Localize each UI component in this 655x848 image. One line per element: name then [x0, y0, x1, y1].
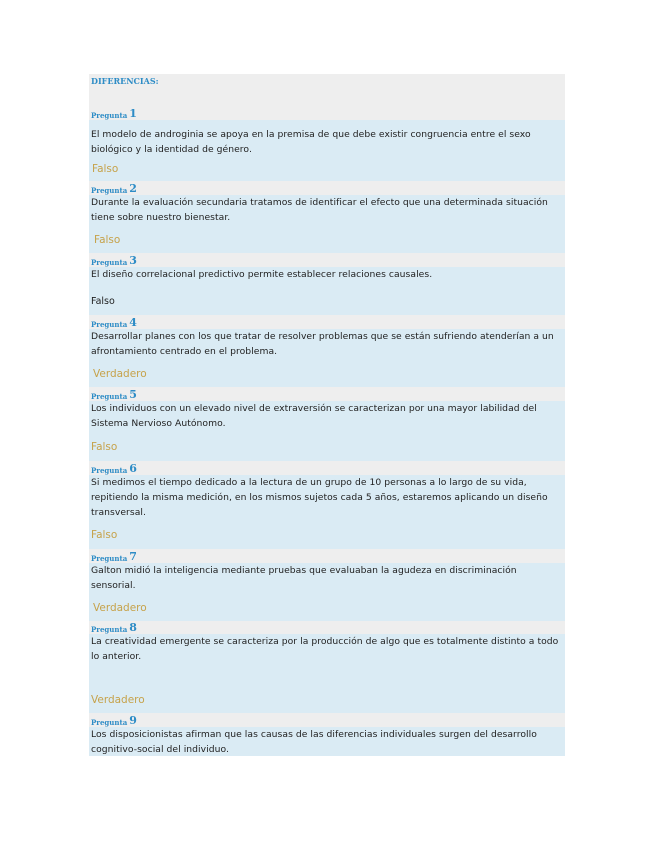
answer-text: Falso [89, 227, 565, 253]
question-text: Durante la evaluación secundaria tratamos de identificar el efecto que una determinada situación tiene sobre nuestro bienestar. [89, 195, 565, 227]
question-label: Pregunta [91, 466, 128, 475]
question-number: 8 [129, 621, 137, 634]
question-label: Pregunta [91, 320, 128, 329]
question-label: Pregunta [91, 718, 128, 727]
question-text: Galton midió la inteligencia mediante pruebas que evaluaban la agudeza en discriminación sensorial. [89, 563, 565, 594]
question-label: Pregunta [91, 111, 128, 120]
question-label: Pregunta [91, 186, 128, 195]
question-header [89, 713, 565, 727]
question-header [89, 253, 565, 267]
question-number: 9 [129, 714, 137, 727]
question-header [89, 100, 565, 120]
question-number: 2 [129, 182, 137, 195]
question-number: 7 [129, 550, 137, 563]
answer-text: Falso [89, 287, 565, 315]
question-header [89, 181, 565, 195]
question-number: 1 [129, 107, 137, 120]
question-header [89, 461, 565, 475]
question-number: 5 [129, 388, 137, 401]
answer-text: Falso [89, 157, 565, 181]
answer-text: Falso [89, 433, 565, 461]
question-text: Si medimos el tiempo dedicado a la lectura de un grupo de 10 personas a lo largo de su vida, repitiendo la misma medición, en los mismos sujetos cada 5 años, estaremos aplicando un diseño transversal. [89, 475, 565, 521]
question-number: 4 [129, 316, 137, 329]
question-text: Desarrollar planes con los que tratar de resolver problemas que se están sufriendo atenderían a un afrontamiento centrado en el problema. [89, 329, 565, 361]
question-label: Pregunta [91, 625, 128, 634]
question-header [89, 387, 565, 401]
question-number: 3 [129, 254, 137, 267]
question-label: Pregunta [91, 392, 128, 401]
answer-text: Verdadero [89, 594, 565, 621]
question-number: 6 [129, 462, 137, 475]
question-label: Pregunta [91, 258, 128, 267]
document-title: DIFERENCIAS: [89, 74, 565, 94]
question-text: El modelo de androginia se apoya en la premisa de que debe existir congruencia entre el sexo biológico y la identidad de género. [89, 120, 565, 157]
question-text: La creatividad emergente se caracteriza por la producción de algo que es totalmente distinto a todo lo anterior. [89, 634, 565, 686]
answer-text: Falso [89, 521, 565, 549]
question-header [89, 621, 565, 634]
question-header [89, 549, 565, 563]
question-header [89, 315, 565, 329]
answer-text: Verdadero [89, 361, 565, 387]
question-text: Los individuos con un elevado nivel de extraversión se caracterizan por una mayor labilidad del Sistema Nervioso Autónomo. [89, 401, 565, 433]
question-text: El diseño correlacional predictivo permite establecer relaciones causales. [89, 267, 565, 287]
question-text: Los disposicionistas afirman que las causas de las diferencias individuales surgen del desarrollo cognitivo-social del individuo. [89, 727, 565, 756]
answer-text: Verdadero [89, 686, 565, 713]
question-label: Pregunta [91, 554, 128, 563]
quiz-document [89, 74, 565, 756]
